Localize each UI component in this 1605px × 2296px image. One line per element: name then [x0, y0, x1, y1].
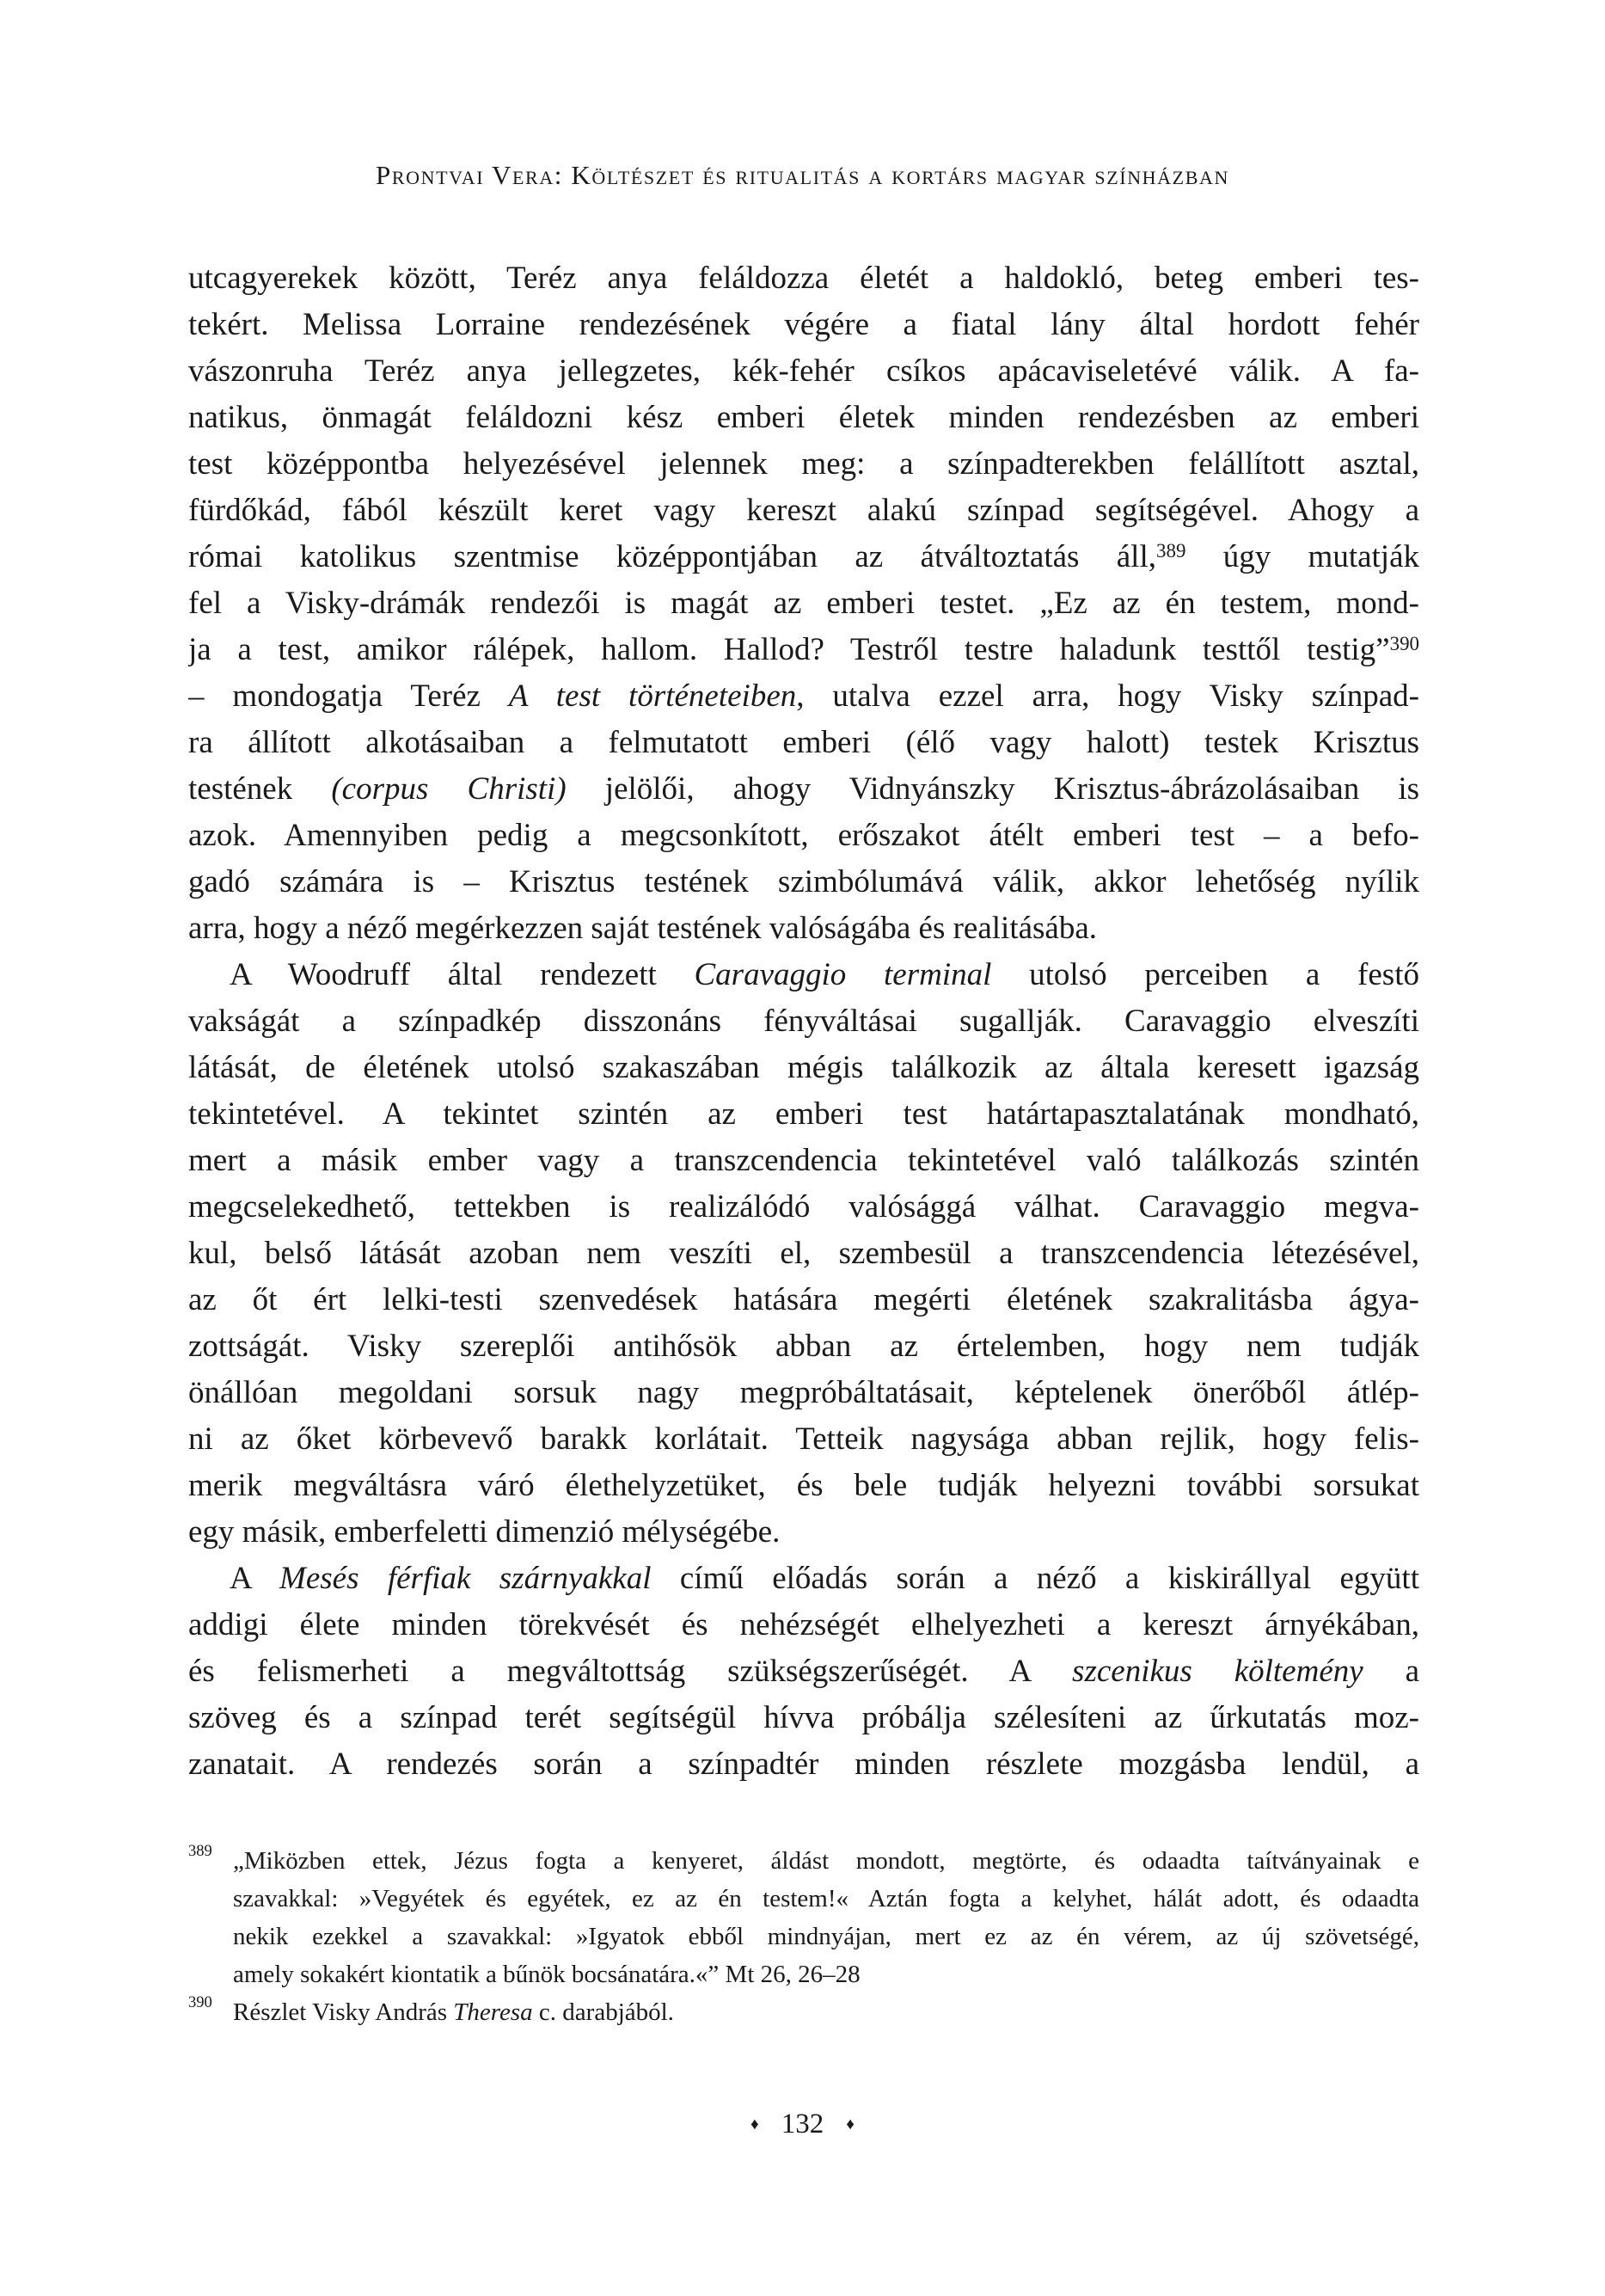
- text-line: [188, 813, 1419, 859]
- text-segment: megcselekedhető, tettekben is realizálódó valósággá válhat. Caravaggio megva-: [188, 1189, 1419, 1225]
- text-segment: fel a Visky-drámák rendezői is magát az emberi testet. „Ez az én testem, mond-: [188, 586, 1419, 621]
- text-segment: – mondogatja Teréz: [188, 678, 509, 714]
- footnote-line: [233, 1993, 1419, 2031]
- footnote: [188, 1993, 1419, 2031]
- text-segment: utolsó perceiben a festő: [991, 957, 1419, 992]
- text-line: [188, 673, 1419, 720]
- text-line: [188, 255, 1419, 302]
- text-segment: tekért. Melissa Lorraine rendezésének végére a fiatal lány által hordott fehér: [188, 307, 1419, 342]
- text-segment: római katolikus szentmise középpontjában az átváltoztatás áll,: [188, 539, 1156, 574]
- text-segment: vakságát a színpadkép disszonáns fényváltásai sugallják. Caravaggio elveszíti: [188, 1004, 1419, 1039]
- footnote-line: [233, 1880, 1419, 1918]
- text-line: [188, 1091, 1419, 1138]
- text-line: [188, 534, 1419, 580]
- text-segment: ra állított alkotásaiban a felmutatott emberi (élő vagy halott) testek Krisztus: [188, 725, 1419, 760]
- text-segment: az őt ért lelki-testi szenvedések hatására megérti életének szakralitásba ágya-: [188, 1282, 1419, 1317]
- italic-text: (corpus Christi): [331, 771, 567, 807]
- text-segment: egy másik, emberfeletti dimenzió mélységébe.: [188, 1514, 781, 1550]
- text-segment: testének: [188, 771, 332, 807]
- text-segment: Részlet Visky András: [233, 1998, 454, 2026]
- text-line: [188, 580, 1419, 627]
- text-segment: a: [1363, 1654, 1419, 1689]
- text-segment: szavakkal: »Vegyétek és egyétek, ez az én testem!« Aztán fogta a kelyhet, hálát adott, és odaadta: [233, 1885, 1419, 1912]
- text-segment: utcagyerekek között, Teréz anya feláldozza életét a haldokló, beteg emberi tes-: [188, 261, 1419, 296]
- text-line: [188, 627, 1419, 673]
- text-line: [188, 395, 1419, 441]
- text-segment: ni az őket körbevevő barakk korlátait. Tetteik nagysága abban rejlik, hogy felis-: [188, 1421, 1419, 1457]
- footnote-reference: 389: [1156, 539, 1186, 562]
- text-segment: azok. Amennyiben pedig a megcsonkított, erőszakot átélt emberi test – a befo-: [188, 818, 1419, 853]
- text-segment: jelölői, ahogy Vidnyánszky Krisztus-ábrázolásaiban is: [566, 771, 1419, 807]
- text-segment: vászonruha Teréz anya jellegzetes, kék-fehér csíkos apácaviseletévé válik. A fa-: [188, 353, 1419, 389]
- text-segment: , utalva ezzel arra, hogy Visky színpad-: [796, 678, 1419, 714]
- text-line: [188, 766, 1419, 813]
- footnote-reference: 390: [1389, 632, 1419, 654]
- italic-text: Mesés férfiak szárnyakkal: [279, 1561, 652, 1596]
- text-line: [188, 1323, 1419, 1370]
- text-segment: merik megváltásra váró élethelyzetüket, és bele tudják helyezni további sorsukat: [188, 1468, 1419, 1503]
- text-line: [188, 1463, 1419, 1509]
- text-segment: látását, de életének utolsó szakaszában mégis találkozik az általa keresett igazság: [188, 1050, 1419, 1085]
- text-segment: nekik ezekkel a szavakkal: »Igyatok ebből mindnyájan, mert ez az én vérem, az új szövetségé,: [233, 1923, 1419, 1950]
- body-text: [188, 255, 1419, 1788]
- text-segment: önállóan megoldani sorsuk nagy megpróbáltatásait, képtelenek önerőből átlép-: [188, 1375, 1419, 1410]
- text-line: [188, 906, 1419, 952]
- text-line: [188, 302, 1419, 348]
- text-segment: arra, hogy a néző megérkezzen saját testének valóságába és realitásába.: [188, 911, 1098, 946]
- text-segment: addigi élete minden törekvését és nehézségét elhelyezheti a kereszt árnyékában,: [188, 1607, 1419, 1642]
- running-header: Prontvai Vera: Költészet és ritualitás a kortárs magyar színházban: [376, 160, 1229, 190]
- text-segment: mert a másik ember vagy a transzcendencia tekintetével való találkozás szintén: [188, 1143, 1419, 1178]
- text-line: [188, 1648, 1419, 1695]
- text-line: [188, 488, 1419, 534]
- italic-text: Caravaggio terminal: [694, 957, 992, 992]
- text-line: [188, 1231, 1419, 1277]
- text-segment: A Woodruff által rendezett: [230, 957, 695, 992]
- italic-text: A test történeteiben: [508, 678, 797, 714]
- text-line: [188, 1277, 1419, 1323]
- text-segment: és felismerheti a megváltottság szükségszerűségét. A: [188, 1654, 1073, 1689]
- text-segment: ja a test, amikor rálépek, hallom. Hallod? Testről testre haladunk testtől testig”: [188, 632, 1390, 667]
- text-segment: szöveg és a színpad terét segítségül hívva próbálja szélesíteni az űrkutatás moz-: [188, 1700, 1419, 1735]
- text-line: [188, 1741, 1419, 1788]
- text-segment: gadó számára is – Krisztus testének szimbólumává válik, akkor lehetőség nyílik: [188, 864, 1419, 899]
- footnote-line: [233, 1955, 1419, 1993]
- text-line: [188, 1509, 1419, 1556]
- text-segment: úgy mutatják: [1185, 539, 1419, 574]
- text-segment: A: [230, 1561, 280, 1596]
- text-line: [188, 1045, 1419, 1091]
- text-segment: kul, belső látását azoban nem veszíti el, szembesül a transzcendencia létezésével,: [188, 1236, 1419, 1271]
- text-line: [188, 952, 1419, 998]
- page-number: 132: [781, 2109, 824, 2139]
- text-segment: c. darabjából.: [532, 1998, 674, 2026]
- text-line: [188, 1370, 1419, 1416]
- text-line: [188, 1556, 1419, 1602]
- text-line: [188, 1138, 1419, 1184]
- text-segment: amely sokakért kiontatik a bűnök bocsánatára.«” Mt 26, 26–28: [233, 1961, 861, 1988]
- footnotes-section: [188, 1842, 1419, 2031]
- text-line: [188, 1416, 1419, 1463]
- text-line: [188, 1602, 1419, 1648]
- text-segment: test középpontba helyezésével jelennek meg: a színpadterekben felállított asztal,: [188, 446, 1419, 482]
- text-segment: „Miközben ettek, Jézus fogta a kenyeret, áldást mondott, megtörte, és odaadta taítványainak e: [233, 1847, 1419, 1875]
- text-line: [188, 348, 1419, 395]
- text-segment: natikus, önmagát feláldozni kész emberi életek minden rendezésben az emberi: [188, 400, 1419, 435]
- text-segment: című előadás során a néző a kiskirállyal együtt: [651, 1561, 1419, 1596]
- footnote-line: [233, 1918, 1419, 1955]
- text-segment: zottságát. Visky szereplői antihősök abban az értelemben, hogy nem tudják: [188, 1329, 1419, 1364]
- page-number-row: [0, 2109, 1605, 2140]
- text-line: [188, 859, 1419, 906]
- text-segment: tekintetével. A tekintet szintén az emberi test határtapasztalatának mondható,: [188, 1096, 1419, 1132]
- text-segment: fürdőkád, fából készült keret vagy kereszt alakú színpad segítségével. Ahogy a: [188, 493, 1419, 528]
- italic-text: Theresa: [453, 1998, 533, 2026]
- footnote-marker: 390: [188, 1993, 212, 2011]
- text-line: [188, 1184, 1419, 1231]
- text-line: [188, 720, 1419, 766]
- text-segment: zanatait. A rendezés során a színpadtér minden részlete mozgásba lendül, a: [188, 1747, 1419, 1782]
- page-number-ornament-left: ♦: [750, 2115, 759, 2133]
- footnote-marker: 389: [188, 1842, 212, 1860]
- text-line: [188, 998, 1419, 1045]
- text-line: [188, 441, 1419, 488]
- text-line: [188, 1695, 1419, 1741]
- italic-text: szcenikus költemény: [1072, 1654, 1363, 1689]
- page-number-ornament-right: ♦: [846, 2115, 855, 2133]
- footnote: [188, 1842, 1419, 1993]
- footnote-line: [233, 1842, 1419, 1880]
